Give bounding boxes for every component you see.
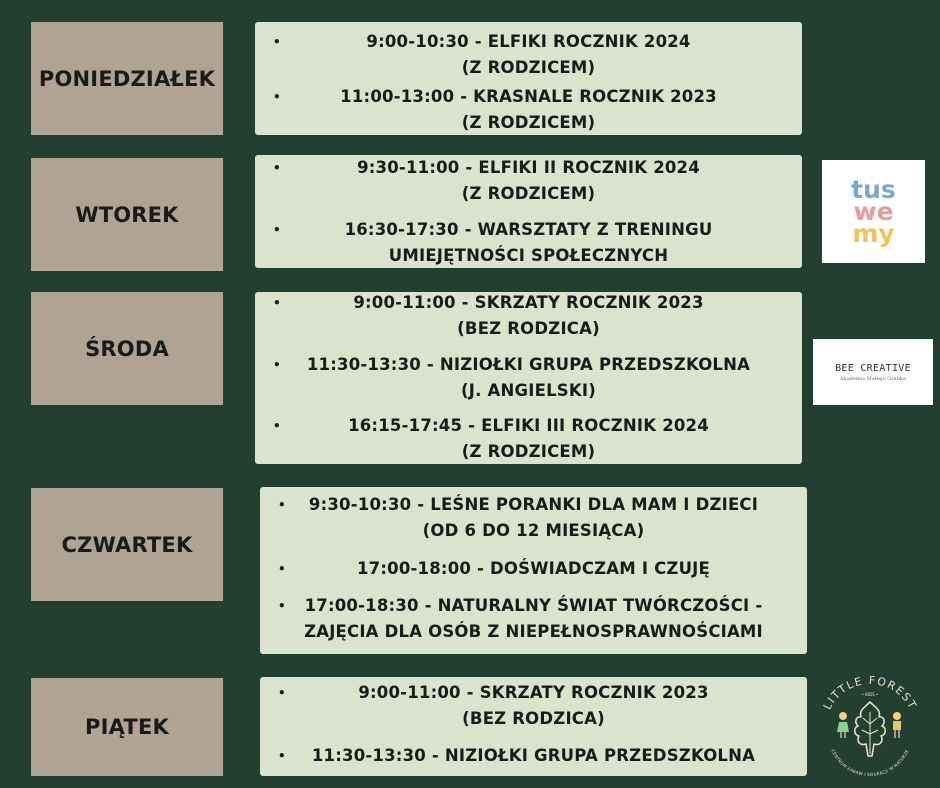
kid-girl-icon bbox=[837, 712, 849, 738]
bullet-icon: • bbox=[278, 498, 286, 512]
schedule-box-wednesday bbox=[255, 292, 802, 464]
schedule-item: • 9:30-11:00 - ELFIKI II ROCZNIK 2024 (Z RODZICEM) bbox=[255, 155, 802, 207]
schedule-item: • 17:00-18:00 - DOŚWIADCZAM I CZUJĘ bbox=[260, 556, 807, 582]
bullet-icon: • bbox=[278, 599, 286, 613]
schedule-item: • 17:00-18:30 - NATURALNY ŚWIAT TWÓRCZOŚCI - ZAJĘCIA DLA OSÓB Z NIEPEŁNOSPRAWNOŚCIAMI bbox=[260, 593, 807, 645]
svg-text:CENTRUM ZABAW I EDUKACJI W NAT: CENTRUM ZABAW I EDUKACJI W NATURZE bbox=[830, 748, 910, 778]
bee-creative-logo: BEE CREATIVE Akademia Małego Grafika bbox=[813, 339, 933, 405]
schedule-item: • 11:00-13:00 - KRASNALE ROCZNIK 2023 (Z RODZICEM) bbox=[255, 84, 802, 136]
day-label-thursday: CZWARTEK bbox=[31, 488, 223, 601]
schedule-item: • 11:30-13:30 - NIZIOŁKI GRUPA PRZEDSZKOLNA bbox=[260, 743, 807, 769]
schedule-item: • 9:30-10:30 - LEŚNE PORANKI DLA MAM I DZIECI (OD 6 DO 12 MIESIĄCA) bbox=[260, 492, 807, 544]
schedule-box-tuesday bbox=[255, 155, 802, 268]
schedule-item: • 11:30-13:30 - NIZIOŁKI GRUPA PRZEDSZKOLNA (J. ANGIELSKI) bbox=[255, 352, 802, 404]
svg-text:• KIDS •: • KIDS • bbox=[861, 692, 879, 697]
schedule-box-monday bbox=[255, 22, 802, 135]
schedule-item: • 9:00-11:00 - SKRZATY ROCZNIK 2023 (BEZ RODZICA) bbox=[255, 290, 802, 342]
bullet-icon: • bbox=[273, 358, 281, 372]
schedule-item: • 9:00-10:30 - ELFIKI ROCZNIK 2024 (Z RODZICEM) bbox=[255, 29, 802, 81]
schedule-item: • 16:15-17:45 - ELFIKI III ROCZNIK 2024 (Z RODZICEM) bbox=[255, 413, 802, 465]
bullet-icon: • bbox=[273, 296, 281, 310]
bullet-icon: • bbox=[278, 749, 286, 763]
bullet-icon: • bbox=[273, 90, 281, 104]
schedule-box-friday bbox=[260, 677, 807, 776]
day-label-wednesday: ŚRODA bbox=[31, 292, 223, 405]
tus-we-my-logo: tus we my bbox=[822, 160, 925, 263]
bullet-icon: • bbox=[278, 686, 286, 700]
day-label-monday: PONIEDZIAŁEK bbox=[31, 22, 223, 135]
schedule-item: • 16:30-17:30 - WARSZTATY Z TRENINGU UMIEJĘTNOŚCI SPOŁECZNYCH bbox=[255, 217, 802, 269]
bullet-icon: • bbox=[273, 161, 281, 175]
schedule-box-thursday bbox=[260, 487, 807, 654]
bullet-icon: • bbox=[278, 562, 286, 576]
kid-boy-icon bbox=[893, 712, 901, 738]
svg-text:LITTLE FOREST: LITTLE FOREST bbox=[820, 673, 920, 712]
schedule-item: • 9:00-11:00 - SKRZATY ROCZNIK 2023 (BEZ RODZICA) bbox=[260, 680, 807, 732]
day-label-friday: PIĄTEK bbox=[31, 678, 223, 776]
bullet-icon: • bbox=[273, 35, 281, 49]
bullet-icon: • bbox=[273, 223, 281, 237]
day-label-tuesday: WTOREK bbox=[31, 158, 223, 271]
little-forest-logo bbox=[812, 668, 928, 784]
bullet-icon: • bbox=[273, 419, 281, 433]
